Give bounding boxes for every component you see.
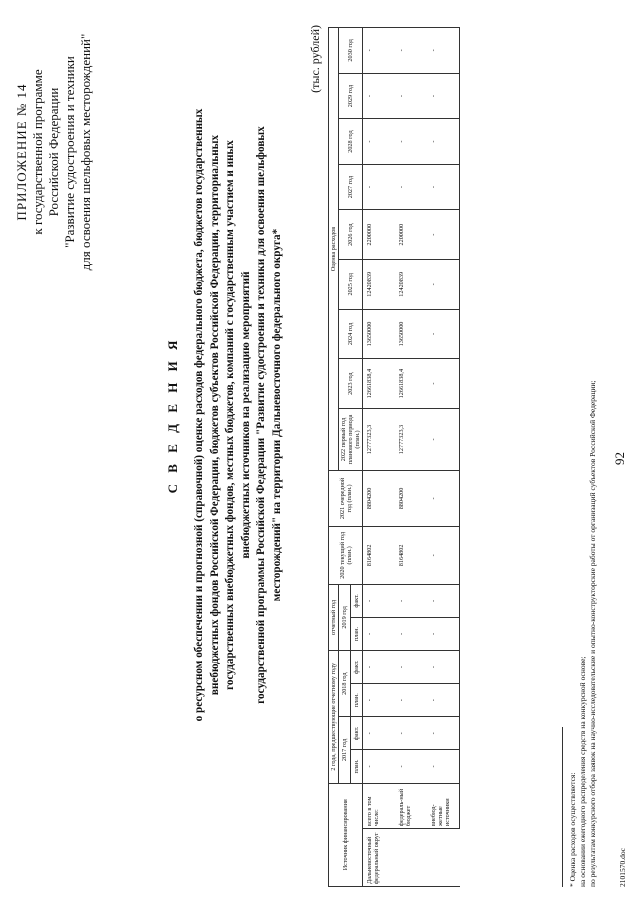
footnote-line: * Оценка расходов осуществляется:: [568, 772, 577, 887]
subtitle-line: месторождений" на территории Дальневосточного федерального округа*: [270, 228, 283, 602]
est-year-header: 2029 год: [339, 73, 363, 119]
subtitle-line: государственной программы Российской Федерации "Развитие судостроения и техники для освоения шельфовых: [255, 126, 267, 704]
table-cell: -: [427, 684, 460, 717]
table-cell: -: [395, 651, 427, 684]
table-cell: 13650000: [363, 309, 396, 359]
table-row: [427, 28, 460, 887]
document-subtitle: [192, 35, 285, 795]
table-cell: -: [427, 408, 460, 470]
table-cell: -: [395, 617, 427, 650]
col-2021-header: 2021 очередной год (план.): [329, 471, 363, 527]
table-cell: -: [395, 684, 427, 717]
table-cell: -: [427, 164, 460, 210]
table-cell: -: [363, 164, 396, 210]
footnote-line: по результатам конкурсного отбора заявок на научно-исследовательские и опытно-конструкторские работы от организаций субъектов Российской Федерации;: [588, 380, 597, 887]
footnote-divider: [562, 727, 563, 887]
table-cell: -: [363, 684, 396, 717]
funding-table: [328, 27, 460, 887]
document-code: 2101570.doc: [618, 848, 627, 887]
subtitle-line: о ресурсном обеспечении и прогнозной (справочной) оценке расходов федерального бюджета, бюджетов государственных: [193, 108, 205, 722]
footnotes: [568, 27, 598, 887]
table-cell: -: [363, 651, 396, 684]
table-cell: -: [427, 471, 460, 527]
table-cell: -: [363, 750, 396, 783]
report-year-header: отчетный год: [329, 584, 339, 650]
subtitle-line: внебюджетных источников на реализацию мероприятий: [239, 271, 252, 559]
est-year-header: 2028 год: [339, 119, 363, 165]
subtitle-line: государственных внебюджетных фондов, местных бюджетов, компаний с государственным участием и иных: [224, 140, 236, 690]
est-year-header: 2023 год: [339, 359, 363, 409]
plan-label: план.: [351, 684, 363, 717]
region-cell: Дальневосточный федеральный округ: [363, 829, 460, 887]
row-label: внебюд-жетные источники: [427, 783, 460, 829]
table-cell: 12777323,3: [363, 408, 396, 470]
table-cell: -: [427, 617, 460, 650]
table-cell: -: [395, 717, 427, 750]
annex-line: для освоения шельфовых месторождений": [78, 33, 93, 271]
table-cell: 8164802: [363, 526, 396, 584]
page-number: 92: [612, 452, 627, 465]
est-year-header: 2027 год: [339, 164, 363, 210]
table-cell: -: [363, 73, 396, 119]
table-cell: -: [427, 210, 460, 260]
table-cell: -: [363, 617, 396, 650]
plan-label: план.: [351, 750, 363, 783]
fact-label: факт.: [351, 651, 363, 684]
table-cell: -: [427, 359, 460, 409]
est-year-header: 2025 год: [339, 259, 363, 309]
table-row: [395, 28, 427, 887]
year-header: 2017 год: [339, 717, 351, 783]
plan-label: план.: [351, 617, 363, 650]
year-header: 2019 год: [339, 584, 351, 650]
table-cell: 12661838,4: [363, 359, 396, 409]
table-cell: -: [427, 526, 460, 584]
units-label: (тыс. рублей): [308, 25, 322, 93]
table-cell: 8804200: [395, 471, 427, 527]
year-header: 2018 год: [339, 651, 351, 717]
table-cell: -: [427, 651, 460, 684]
col-2020-header: 2020 текущий год (план.): [329, 526, 363, 584]
table-cell: -: [395, 164, 427, 210]
table-cell: 8804200: [363, 471, 396, 527]
subtitle-line: внебюджетных фондов Российской Федерации, бюджетов субъектов Российской Федерации, территориальных: [208, 134, 221, 696]
fact-label: факт.: [351, 584, 363, 617]
source-header: Источник финансирования: [329, 783, 363, 886]
annex-block: [14, 27, 94, 277]
table-cell: -: [395, 750, 427, 783]
footnote-line: на основании ежегодного распределения средств на конкурсной основе;: [578, 656, 587, 887]
est-year-header: 2024 год: [339, 309, 363, 359]
table-cell: -: [427, 717, 460, 750]
table-cell: -: [427, 28, 460, 74]
table-cell: -: [395, 119, 427, 165]
table-cell: 8164802: [395, 526, 427, 584]
table-cell: 12420839: [363, 259, 396, 309]
row-label: федераль-ный бюджет: [395, 783, 427, 829]
table-cell: 12661838,4: [395, 359, 427, 409]
table-cell: -: [427, 73, 460, 119]
annex-line: Российской Федерации: [46, 87, 61, 217]
table-cell: -: [427, 750, 460, 783]
table-cell: 2200000: [363, 210, 396, 260]
table-cell: -: [427, 309, 460, 359]
table-cell: -: [363, 28, 396, 74]
table-cell: -: [427, 259, 460, 309]
table-cell: -: [363, 717, 396, 750]
table-row: [363, 28, 396, 887]
estimate-header: Оценка расходов: [329, 28, 339, 471]
table-cell: -: [363, 584, 396, 617]
table-cell: 2200000: [395, 210, 427, 260]
row-label: всего в том числе:: [363, 783, 396, 829]
prev-years-header: 2 года, предшествующие отчетному году: [329, 651, 339, 783]
annex-title: ПРИЛОЖЕНИЕ № 14: [14, 83, 29, 221]
est-year-header: 2030 год: [339, 28, 363, 74]
est-year-header: 2026 год: [339, 210, 363, 260]
table-cell: 13650000: [395, 309, 427, 359]
fact-label: факт.: [351, 717, 363, 750]
annex-line: к государственной программе: [30, 69, 45, 235]
document-title: С В Е Д Е Н И Я: [165, 336, 180, 494]
table-cell: -: [363, 119, 396, 165]
table-cell: -: [395, 584, 427, 617]
table-cell: -: [427, 119, 460, 165]
annex-line: "Развитие судостроения и техники: [62, 56, 77, 248]
table-cell: 12420839: [395, 259, 427, 309]
col-2022-header: 2022 первый год планового периода (план.): [339, 408, 363, 470]
table-cell: 12777323,3: [395, 408, 427, 470]
table-cell: -: [395, 73, 427, 119]
table-cell: -: [427, 584, 460, 617]
table-cell: -: [395, 28, 427, 74]
